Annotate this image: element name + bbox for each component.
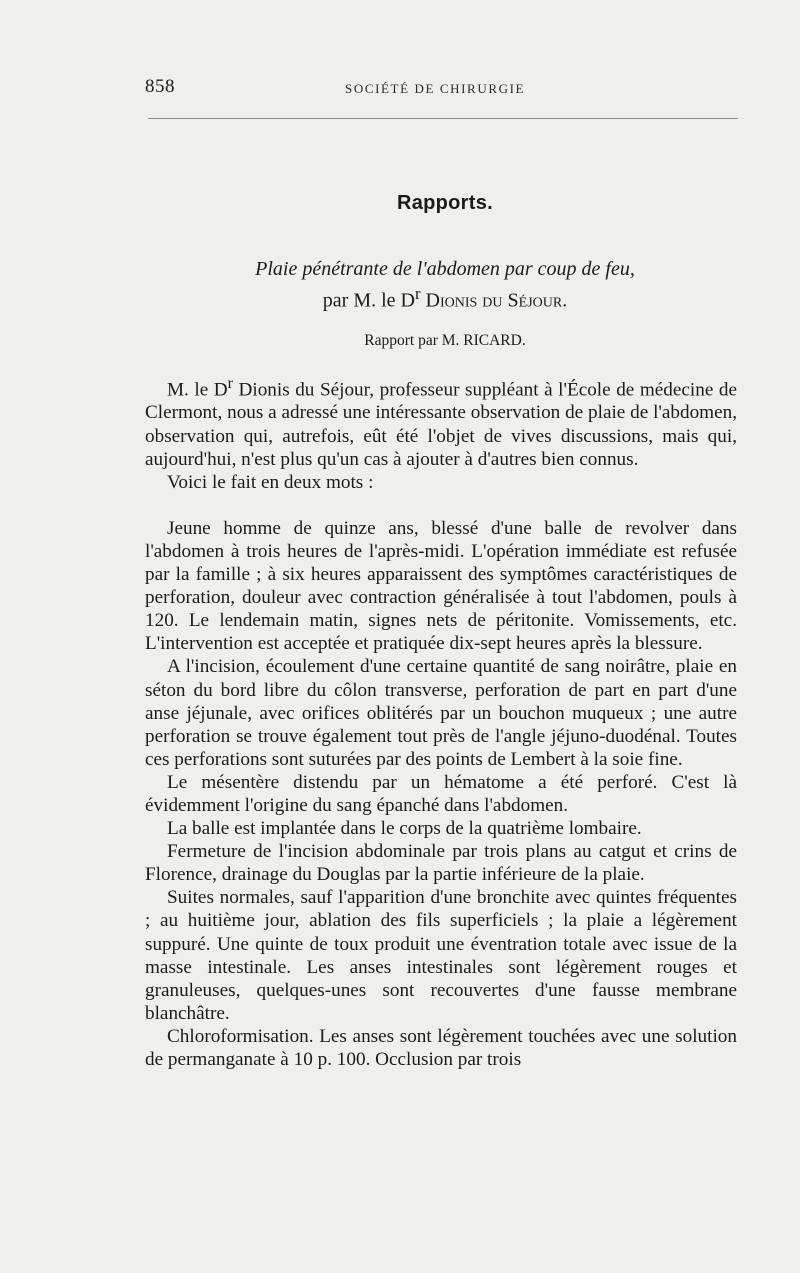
paragraph: Suites normales, sauf l'apparition d'une bronchite avec quintes fréquentes ; au huitième jour, ablation des fils superficiels ; la plaie a légèrement suppuré. Une quinte de toux produit une éventration totale avec issue de la masse intestinale. Les anses intestinales sont légèrement rouges et granuleuses, quelques-unes sont recouvertes d'une fausse membrane blanchâtre. [145,887,737,1024]
report-byline: Rapport par M. RICARD. [364,332,526,349]
paragraph: Jeune homme de quinze ans, blessé d'une balle de revolver dans l'abdomen à trois heures de l'après-midi. L'opération immédiate est refusée par la famille ; à six heures apparaissent des symptômes caractéristiques de perforation, douleur avec contraction généralisée à tout l'abdomen, pouls à 120. Le lendemain matin, signes nets de péritonite. Vomissements, etc. L'intervention est acceptée et pratiquée dix-sept heures après la blessure. [145,517,737,655]
paragraph: Fermeture de l'incision abdominale par trois plans au catgut et crins de Florence, drainage du Douglas par la partie inférieure de la plaie. [145,841,737,886]
paragraph: A l'incision, écoulement d'une certaine quantité de sang noirâtre, plaie en séton du bord libre du côlon transverse, perforation de part en part d'une anse jéjunale, avec orifices oblitérés par un bouchon muqueux ; une autre perforation se trouve également tout près de l'angle jéjuno-duodénal. Toutes ces perforations sont suturées par des points de Lembert à la soie fine. [145,656,737,770]
body-text [145,372,737,1071]
running-title: SOCIÉTÉ DE CHIRURGIE [345,81,526,96]
author-title-sup: r [414,284,421,303]
header-rule [148,118,738,119]
article-title: Plaie pénétrante de l'abdomen par coup de feu, [255,258,635,280]
paragraph: Le mésentère distendu par un hématome a été perforé. C'est là évidemment l'origine du sang épanché dans l'abdomen. [145,771,737,816]
running-head [145,76,735,100]
article-author [145,284,745,313]
paragraph: La balle est implantée dans le corps de la quatrième lombaire. [167,818,642,840]
author-prefix: par M. le D [322,289,415,312]
author-name: Dionis du Séjour. [425,289,568,312]
page-number: 858 [145,76,175,97]
paragraph-lead: M. le D [167,379,228,401]
paragraph-text: Dionis du Séjour, professeur suppléant à l'École de médecine de Clermont, nous a adressé une intéressante observation de plaie de l'abdomen, observation qui, autrefois, eût été l'objet de vives discussions, mais qui, aujourd'hui, n'est plus qu'un cas à ajouter à d'autres bien connus. [145,379,737,470]
paragraph: Chloroformisation. Les anses sont légèrement touchées avec une solution de permanganate à 10 p. 100. Occlusion par trois [145,1025,737,1071]
paragraph [145,372,737,471]
paragraph-sup: r [227,375,233,392]
section-heading: Rapports. [396,192,494,214]
paragraph: Voici le fait en deux mots : [167,471,374,493]
